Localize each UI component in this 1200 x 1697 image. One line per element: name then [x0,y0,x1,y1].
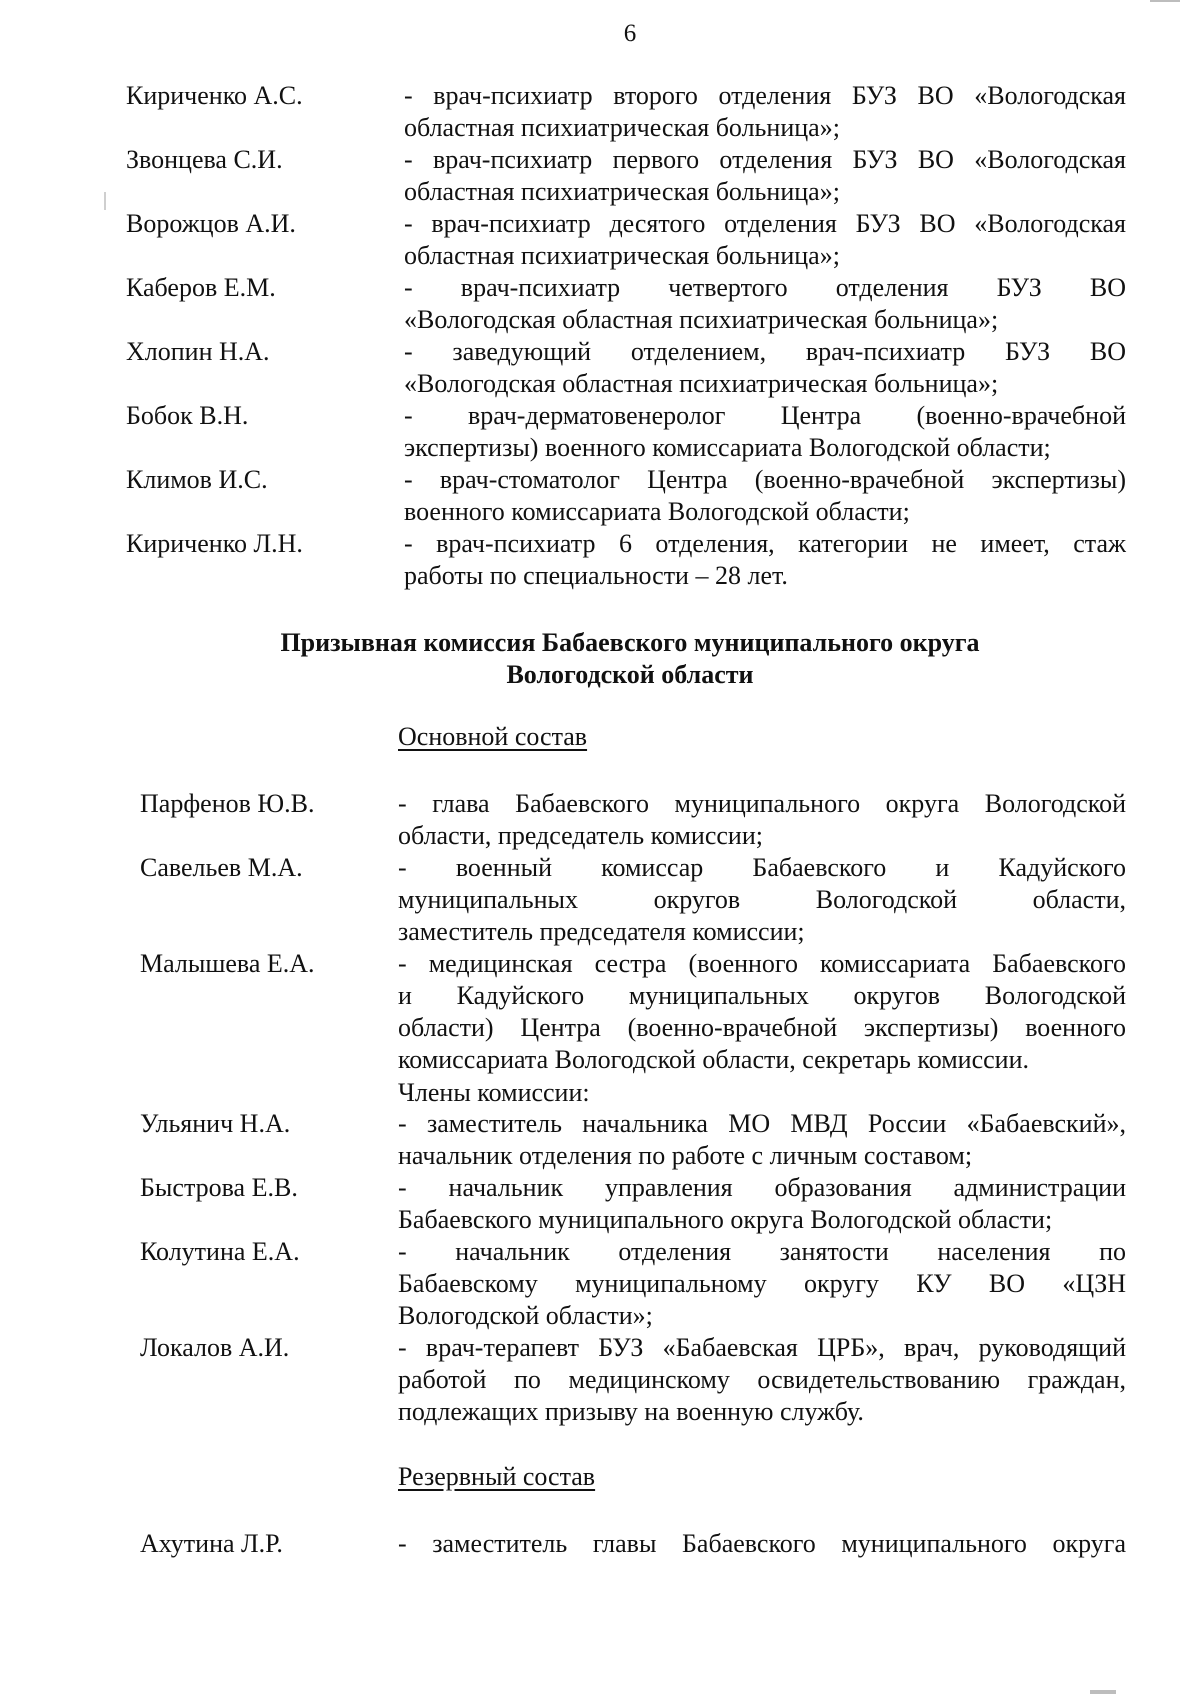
person-name: Каберов Е.М. [126,273,276,302]
person-role [398,1108,1126,1172]
person-role [404,80,1126,144]
person-role [404,336,1126,400]
role-line: работы по специальности – 28 лет. [404,561,788,590]
role-line: - врач-психиатр десятого отделения БУЗ ВО «Вологодская [404,209,1126,238]
scan-mark [1090,1690,1116,1694]
role-line: - врач-психиатр 6 отделения, категории не имеет, стаж [404,529,1126,558]
scan-mark [1150,0,1180,2]
members-label: Члены комиссии: [398,1078,590,1107]
role-line: - начальник управления образования администрации [398,1173,1126,1202]
role-line: Вологодской области»; [398,1301,653,1330]
person-name: Савельев М.А. [140,853,303,882]
person-role [404,144,1126,208]
person-role [398,948,1126,1076]
person-name: Кириченко Л.Н. [126,529,303,558]
scan-mark [104,192,106,210]
person-role [404,528,1126,592]
person-name: Климов И.С. [126,465,268,494]
role-line: области, председатель комиссии; [398,821,763,850]
role-line: муниципальных округов Вологодской области, [398,885,1126,914]
role-line: - заместитель начальника МО МВД России «Бабаевский», [398,1109,1126,1138]
person-role [398,788,1126,852]
person-role [404,464,1126,528]
section-title-line: Вологодской области [506,660,754,689]
role-line: работой по медицинскому освидетельствованию граждан, [398,1365,1126,1394]
role-line: - начальник отделения занятости населения по [398,1237,1126,1266]
person-name: Локалов А.И. [140,1333,290,1362]
role-line: - врач-терапевт БУЗ «Бабаевская ЦРБ», врач, руководящий [398,1333,1126,1362]
main-composition-label: Основной состав [398,722,588,751]
role-line: заместитель председателя комиссии; [398,917,805,946]
person-role [404,272,1126,336]
role-line: - глава Бабаевского муниципального округа Вологодской [398,789,1126,818]
role-line: - врач-психиатр первого отделения БУЗ ВО «Вологодская [404,145,1126,174]
role-line: Бабаевскому муниципальному округу КУ ВО «ЦЗН [398,1269,1126,1298]
role-line: военного комиссариата Вологодской области; [404,497,910,526]
role-line: области) Центра (военно-врачебной экспертизы) военного [398,1013,1126,1042]
person-name: Быстрова Е.В. [140,1173,298,1202]
section-title-line: Призывная комиссия Бабаевского муниципального округа [280,628,980,657]
role-line: - военный комиссар Бабаевского и Кадуйского [398,853,1126,882]
section-title [0,627,1200,691]
role-line: - заместитель главы Бабаевского муниципального округа [398,1529,1126,1558]
person-name: Малышева Е.А. [140,949,315,978]
role-line: - врач-психиатр четвертого отделения БУЗ ВО [404,273,1126,302]
person-name: Ворожцов А.И. [126,209,296,238]
person-name: Парфенов Ю.В. [140,789,315,818]
person-role [404,208,1126,272]
role-line: - врач-дерматовенеролог Центра (военно-врачебной [404,401,1126,430]
role-line: - медицинская сестра (военного комиссариата Бабаевского [398,949,1126,978]
role-line: подлежащих призыву на военную службу. [398,1397,864,1426]
person-role [398,852,1126,948]
role-line: и Кадуйского муниципальных округов Вологодской [398,981,1126,1010]
person-name: Звонцева С.И. [126,145,283,174]
person-name: Ульянич Н.А. [140,1109,291,1138]
person-name: Ахутина Л.Р. [140,1529,283,1558]
role-line: комиссариата Вологодской области, секретарь комиссии. [398,1045,1030,1074]
role-line: областная психиатрическая больница»; [404,241,840,270]
role-line: - врач-психиатр второго отделения БУЗ ВО «Вологодская [404,81,1126,110]
person-role [398,1236,1126,1332]
role-line: «Вологодская областная психиатрическая больница»; [404,369,999,398]
person-role [398,1172,1126,1236]
person-role [398,1332,1126,1428]
person-name: Хлопин Н.А. [126,337,270,366]
role-line: областная психиатрическая больница»; [404,113,840,142]
role-line: - заведующий отделением, врач-психиатр БУЗ ВО [404,337,1126,366]
person-role [398,1528,1126,1560]
role-line: экспертизы) военного комиссариата Вологодской области; [404,433,1051,462]
person-name: Бобок В.Н. [126,401,249,430]
person-name: Кириченко А.С. [126,81,303,110]
reserve-composition-label: Резервный состав [398,1462,596,1491]
role-line: - врач-стоматолог Центра (военно-врачебной экспертизы) [404,465,1126,494]
role-line: областная психиатрическая больница»; [404,177,840,206]
page-number: 6 [623,20,637,47]
person-role [404,400,1126,464]
role-line: начальник отделения по работе с личным составом; [398,1141,973,1170]
role-line: «Вологодская областная психиатрическая больница»; [404,305,999,334]
person-name: Колутина Е.А. [140,1237,300,1266]
role-line: Бабаевского муниципального округа Вологодской области; [398,1205,1053,1234]
